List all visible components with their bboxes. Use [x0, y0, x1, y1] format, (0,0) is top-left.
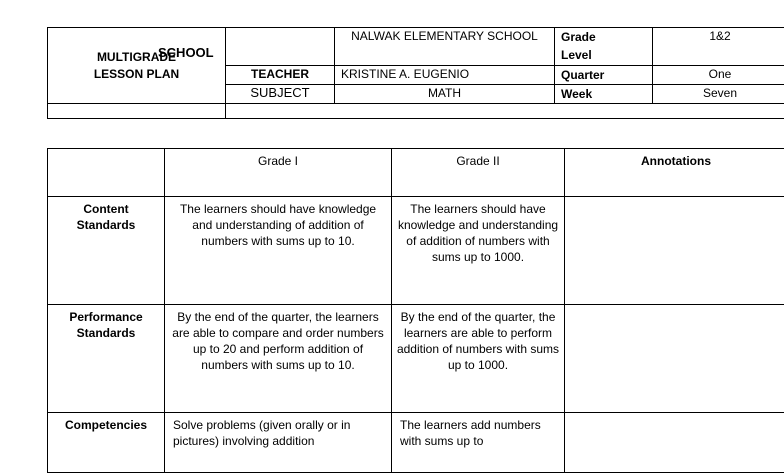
column-header-grade1: Grade I: [165, 149, 392, 197]
performance-standards-grade2: By the end of the quarter, the learners are able to perform addition of numbers with sums up to 1000.: [392, 305, 565, 413]
content-standards-grade2: The learners should have knowledge and understanding of addition of numbers with sums up to 1000.: [392, 197, 565, 305]
competencies-grade1: Solve problems (given orally or in pictures) involving addition: [165, 413, 392, 473]
school-label-cell: [226, 28, 335, 66]
row-label-content-standards: [48, 197, 165, 305]
performance-standards-annotation: [565, 305, 784, 413]
week-label: Week: [555, 85, 653, 104]
row-label-line: Standards: [52, 217, 160, 233]
lesson-plan-header: [47, 27, 784, 119]
grade-level-label: [555, 28, 653, 66]
title-line-2: LESSON PLAN: [48, 66, 225, 83]
quarter-value: One: [653, 66, 784, 85]
empty-cell: [48, 104, 226, 119]
header-title-cell: [48, 28, 226, 104]
performance-standards-grade1: By the end of the quarter, the learners are able to compare and order numbers up to 20 and perform addition of numbers with sums up to 10.: [165, 305, 392, 413]
competencies-grade2: The learners add numbers with sums up to: [392, 413, 565, 473]
subject-value: MATH: [335, 85, 555, 104]
grade-level-label-line1: Grade: [561, 28, 652, 46]
column-header-grade2: Grade II: [392, 149, 565, 197]
empty-cell: [226, 104, 784, 119]
competencies-annotation: [565, 413, 784, 473]
teacher-value: KRISTINE A. EUGENIO: [335, 66, 555, 85]
row-label-competencies: Competencies: [48, 413, 165, 473]
row-label-line: Content: [52, 201, 160, 217]
table-row: [48, 413, 784, 473]
week-value: Seven: [653, 85, 784, 104]
table-row: [48, 197, 784, 305]
teacher-label: TEACHER: [226, 66, 335, 85]
content-standards-annotation: [565, 197, 784, 305]
lesson-plan-table: [47, 148, 784, 473]
row-label-line: Performance: [52, 309, 160, 325]
grade-level-label-line2: Level: [561, 46, 652, 64]
column-header-annotations: Annotations: [565, 149, 784, 197]
content-standards-grade1: The learners should have knowledge and understanding of addition of numbers with sums up to 10.: [165, 197, 392, 305]
title-line-1: MULTIGRADE: [48, 49, 225, 66]
quarter-label: Quarter: [555, 66, 653, 85]
table-row: [48, 305, 784, 413]
school-label: SCHOOL: [158, 44, 214, 61]
school-value: NALWAK ELEMENTARY SCHOOL: [335, 28, 555, 66]
corner-cell: [48, 149, 165, 197]
row-label-performance-standards: [48, 305, 165, 413]
row-label-line: Standards: [52, 325, 160, 341]
subject-label: SUBJECT: [226, 85, 335, 104]
grade-level-value: 1&2: [653, 28, 784, 66]
